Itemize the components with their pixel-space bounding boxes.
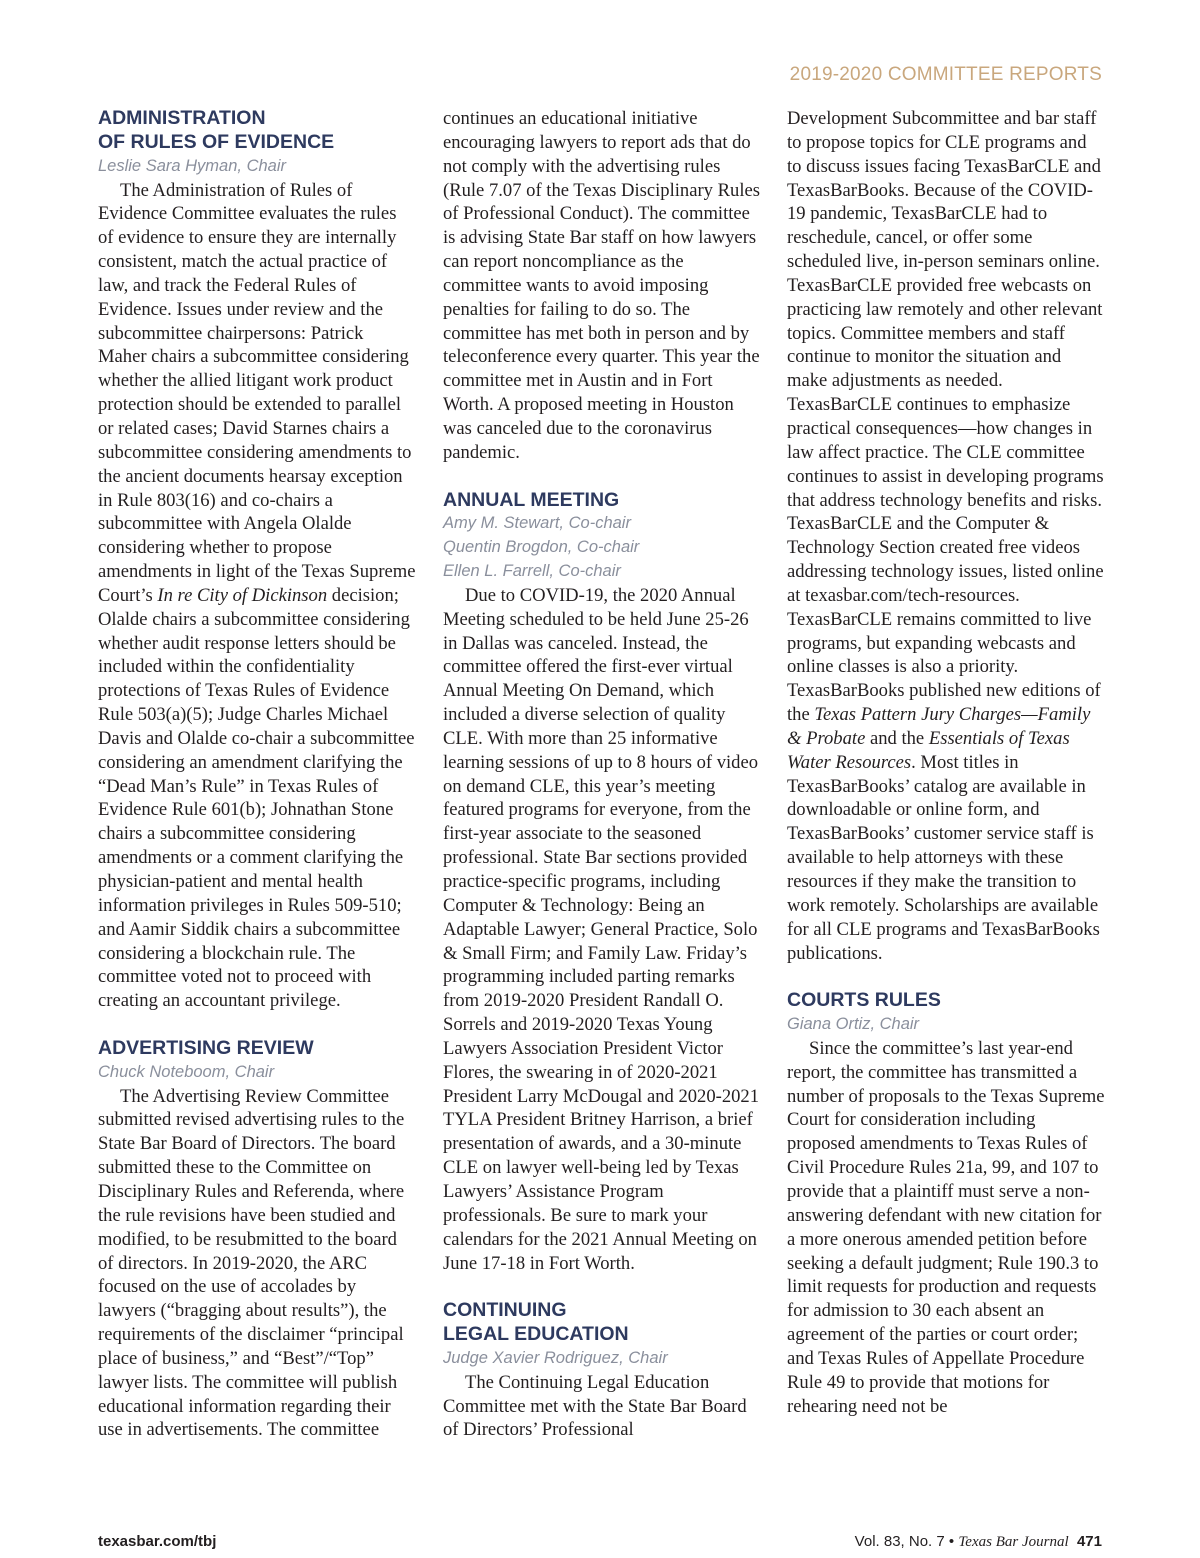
section-title: ADVERTISING REVIEW bbox=[98, 1036, 314, 1059]
paragraph-continued: continues an educational initiative encouraging lawyers to report ads that do not comply with the advertising rules (Rule 7.07 of the Texas Disciplinary Rules of Professional Conduct). The committee is advising State Bar staff on how lawyers can report noncompliance as the committee wants to avoid imposing penalties for failing to do so. The committee has met both in person and by teleconference every quarter. This year the committee met in Austin and in Fort Worth. A proposed meeting in Houston was canceled due to the coronavirus pandemic. bbox=[443, 108, 760, 463]
section-courts-rules bbox=[787, 989, 1105, 1418]
footer-journal-title: Texas Bar Journal bbox=[958, 1534, 1069, 1550]
section-chair: Ellen L. Farrell, Co-chair bbox=[443, 562, 621, 581]
section-chair: Judge Xavier Rodriguez, Chair bbox=[443, 1348, 668, 1367]
footer-folio bbox=[855, 1533, 1102, 1551]
section-title: LEGAL EDUCATION bbox=[443, 1323, 629, 1346]
section-advertising-review bbox=[98, 1037, 416, 1442]
section-continuing-legal-education bbox=[443, 1299, 761, 1442]
section-title: ADMINISTRATION bbox=[98, 107, 266, 129]
paragraph: Since the committee’s last year-end report, the committee has transmitted a number of proposals to the Texas Supreme Court for consideration including proposed amendments to Texas Rules of Civil Procedure Rules 21a, 99, and 107 to provide that a plaintiff must serve a non-answering defendant with new citation for a more onerous amended petition before seeking a default judgment; Rule 190.3 to limit requests for production and requests for admission to 30 each absent an agreement of the parties or court order; and Texas Rules of Appellate Procedure Rule 49 to provide that motions for rehearing need not be bbox=[787, 1037, 1105, 1417]
section-chair: Amy M. Stewart, Co-chair bbox=[443, 514, 631, 533]
paragraph: The Continuing Legal Education Committee met with the State Bar Board of Directors’ Professional bbox=[443, 1371, 747, 1441]
section-chair: Chuck Noteboom, Chair bbox=[98, 1062, 275, 1081]
section-chair: Leslie Sara Hyman, Chair bbox=[98, 156, 286, 175]
page-number: 471 bbox=[1076, 1533, 1102, 1550]
paragraph-continued: Development Subcommittee and bar staff to propose topics for CLE programs and to discuss issues facing TexasBarCLE and TexasBarBooks. Because of the COVID-19 pandemic, TexasBarCLE had to reschedule, cancel, or offer some scheduled live, in-person seminars online. TexasBarCLE provided free webcasts on practicing law remotely and other relevant topics. Committee members and staff continue to monitor the situation and make adjustments as needed. TexasBarCLE continues to emphasize practical consequences—how changes in law affect practice. The CLE committee continues to assist in developing programs that address technology benefits and risks. TexasBarCLE and the Computer & Technology Section created free videos addressing technology issues, listed online at texasbar.com/tech-resources. TexasBarCLE remains committed to live programs, but expanding webcasts and online classes is also a priority. TexasBarBooks published new editions of the Texas Pattern Jury Charges—Family & Probate and the Essentials of Texas Water Resources. Most titles in TexasBarBooks’ catalog are available in downloadable or online form, and TexasBarBooks’ customer service staff is available to help attorneys with these resources if they make the transition to work remotely. Scholarships are available for all CLE programs and TexasBarBooks publications. bbox=[787, 108, 1104, 964]
paragraph: The Administration of Rules of Evidence Committee evaluates the rules of evidence to ensure they are internally consistent, match the actual practice of law, and track the Federal Rules of Evidence. Issues under review and the subcommittee chairpersons: Patrick Maher chairs a subcommittee considering whether the allied litigant work product protection should be extended to parallel or related cases; David Starnes chairs a subcommittee considering amendments to the ancient documents hearsay exception in Rule 803(16) and co-chairs a subcommittee with Angela Olalde considering whether to propose amendments in light of the Texas Supreme Court’s In re City of Dickinson decision; Olalde chairs a subcommittee considering whether audit response letters should be included within the confidentiality protections of Texas Rules of Evidence Rule 503(a)(5); Judge Charles Michael Davis and Olalde co-chair a subcommittee considering an amendment clarifying the “Dead Man’s Rule” in Texas Rules of Evidence Rule 601(b); Johnathan Stone chairs a subcommittee considering amendments or a comment clarifying the physician-patient and mental health information privileges in Rules 509-510; and Aamir Siddik chairs a subcommittee considering a blockchain rule. The committee voted not to proceed with creating an accountant privilege. bbox=[98, 179, 416, 1012]
footer-volume: Vol. 83, No. 7 bbox=[854, 1533, 945, 1550]
section-administration-rules-evidence bbox=[98, 107, 416, 1013]
section-annual-meeting bbox=[443, 489, 761, 1276]
footer-url: texasbar.com/tbj bbox=[98, 1533, 217, 1550]
section-title: COURTS RULES bbox=[787, 989, 941, 1012]
paragraph: Due to COVID-19, the 2020 Annual Meeting scheduled to be held June 25-26 in Dallas was canceled. Instead, the committee offered the first-ever virtual Annual Meeting On Demand, which included a diverse selection of quality CLE. With more than 25 informative learning sessions of up to 8 hours of video on demand CLE, this year’s meeting featured programs for everyone, from the first-year associate to the seasoned professional. State Bar sections provided practice-specific programs, including Computer & Technology: Being an Adaptable Lawyer; General Practice, Solo & Small Firm; and Family Law. Friday’s programming included parting remarks from 2019-2020 President Randall O. Sorrels and 2019-2020 Texas Young Lawyers Association President Victor Flores, the swearing in of 2020-2021 President Larry McDougal and 2020-2021 TYLA President Britney Harrison, a brief presentation of awards, and a 30-minute CLE on lawyer well-being led by Texas Lawyers’ Assistance Program professionals. Be sure to mark your calendars for the 2021 Annual Meeting on June 17-18 in Fort Worth. bbox=[443, 584, 760, 1274]
footer-bullet: • bbox=[948, 1533, 955, 1550]
column-1 bbox=[98, 107, 416, 1442]
section-chair: Quentin Brogdon, Co-chair bbox=[443, 538, 640, 557]
column-2 bbox=[443, 107, 761, 1442]
paragraph: The Advertising Review Committee submitted revised advertising rules to the State Bar Board of Directors. The board submitted these to the Committee on Disciplinary Rules and Referenda, where the rule revisions have been studied and modified, to be resubmitted to the board of directors. In 2019-2020, the ARC focused on the use of accolades by lawyers (“bragging about results”), the requirements of the disclaimer “principal place of business,” and “Best”/“Top” lawyer lists. The committee will publish educational information regarding their use in advertisements. The committee bbox=[98, 1085, 405, 1441]
section-chair: Giana Ortiz, Chair bbox=[787, 1015, 920, 1034]
section-title: ANNUAL MEETING bbox=[443, 488, 620, 511]
section-title: CONTINUING bbox=[443, 1299, 567, 1322]
running-header: 2019-2020 COMMITTEE REPORTS bbox=[789, 64, 1102, 85]
section-title: OF RULES OF EVIDENCE bbox=[98, 130, 335, 153]
column-3 bbox=[787, 107, 1105, 1418]
